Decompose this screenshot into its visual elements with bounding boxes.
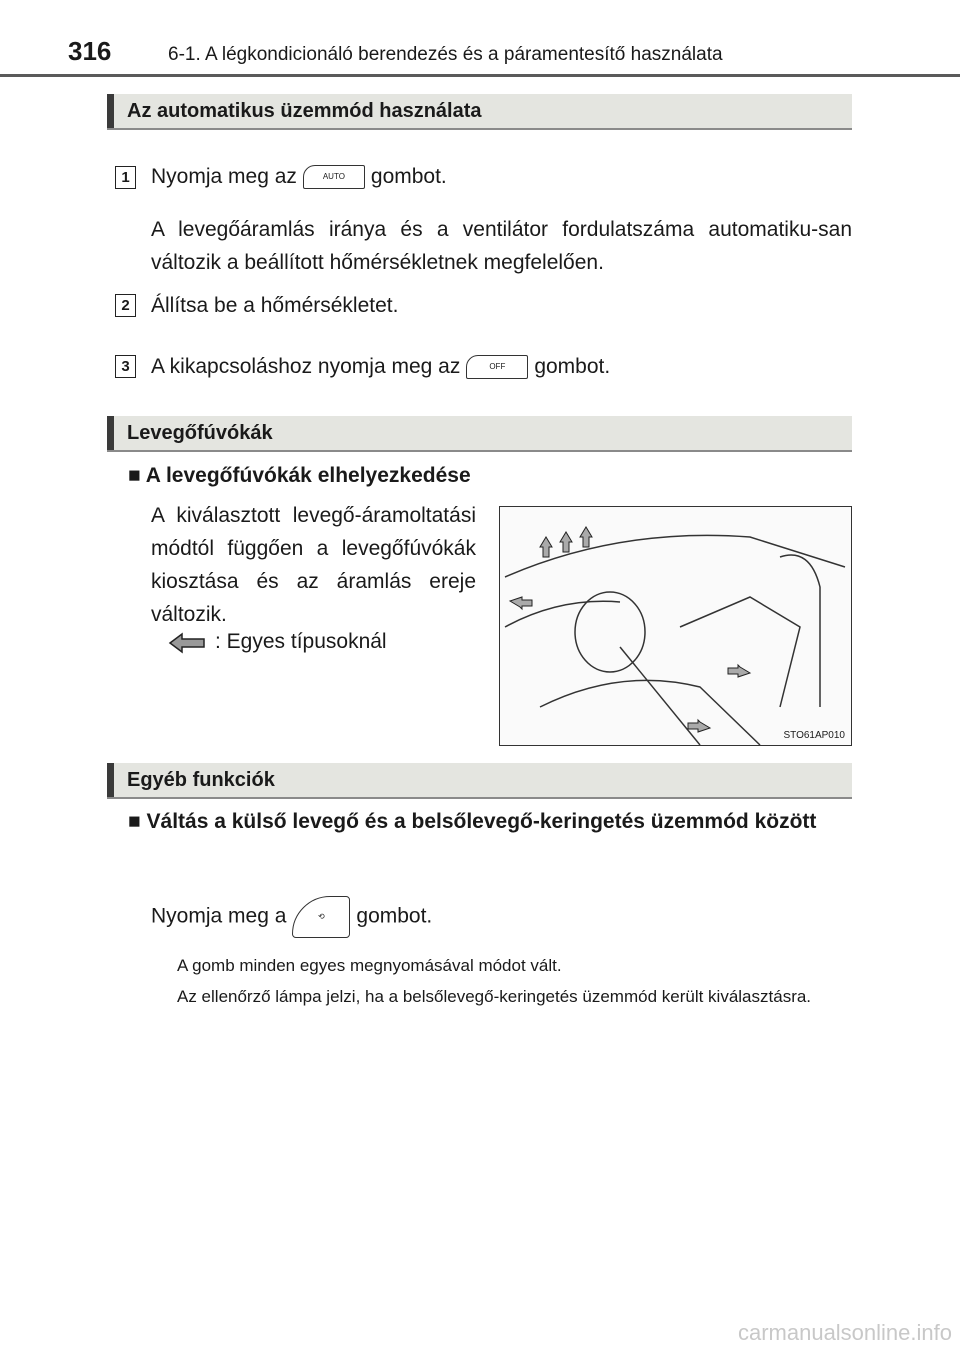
section-bar-vents — [107, 416, 852, 452]
auto-button-icon: AUTO — [303, 165, 365, 189]
step-1-text — [151, 160, 447, 193]
subheading — [128, 459, 471, 492]
header-rule — [0, 74, 960, 77]
step-number: 2 — [115, 294, 136, 317]
square-bullet-icon: ■ — [128, 464, 146, 487]
section-title: Levegőfúvókák — [127, 422, 273, 444]
square-bullet-icon: ■ — [128, 810, 147, 833]
text: Nyomja meg az — [151, 165, 297, 188]
section-bar-auto-mode — [107, 94, 852, 130]
page-number: 316 — [68, 36, 112, 66]
subheading — [128, 806, 852, 837]
step-3-text — [151, 350, 610, 383]
optional-arrow-icon — [168, 632, 206, 659]
section-bar-other — [107, 763, 852, 799]
recirc-instruction — [151, 896, 432, 938]
text: A kikapcsoláshoz nyomja meg az — [151, 355, 461, 378]
text: gombot. — [356, 904, 433, 928]
text: Nyomja meg a — [151, 904, 287, 928]
chapter-title: 6-1. A légkondicionáló berendezés és a páramentesítő használata — [168, 44, 723, 65]
text: gombot. — [370, 165, 447, 188]
note: A gomb minden egyes megnyomásával módot vált. — [177, 956, 562, 975]
step-number: 3 — [115, 355, 136, 378]
text: gombot. — [534, 355, 611, 378]
off-button-icon: OFF — [466, 355, 528, 379]
section-title: Egyéb funkciók — [127, 769, 275, 791]
step-number: 1 — [115, 166, 136, 189]
auto-mode-note: A levegőáramlás iránya és a ventilátor fordulatszáma automatiku-san változik a beállított hőmérsékletnek megfelelően. — [151, 218, 852, 274]
image-code: STO61AP010 — [783, 730, 845, 741]
vent-locations-illustration — [499, 506, 852, 746]
step-2-text: Állítsa be a hőmérsékletet. — [151, 294, 399, 317]
legend-text: : Egyes típusoknál — [215, 630, 387, 653]
text: A levegőfúvókák elhelyezkedése — [145, 464, 471, 487]
text: Váltás a külső levegő és a belsőlevegő-keringetés üzemmód között — [146, 810, 817, 833]
recirculation-button-icon: ⟲ — [292, 896, 350, 938]
note: Az ellenőrző lámpa jelzi, ha a belsőlevegő-keringetés üzemmód került kiválasztásra. — [177, 987, 812, 1006]
watermark: carmanualsonline.info — [737, 1320, 952, 1345]
vents-paragraph: A kiválasztott levegő-áramoltatási módtól függően a levegőfúvókák kiosztása és az áramlás ereje változik. — [151, 504, 476, 626]
section-title: Az automatikus üzemmód használata — [127, 100, 482, 122]
